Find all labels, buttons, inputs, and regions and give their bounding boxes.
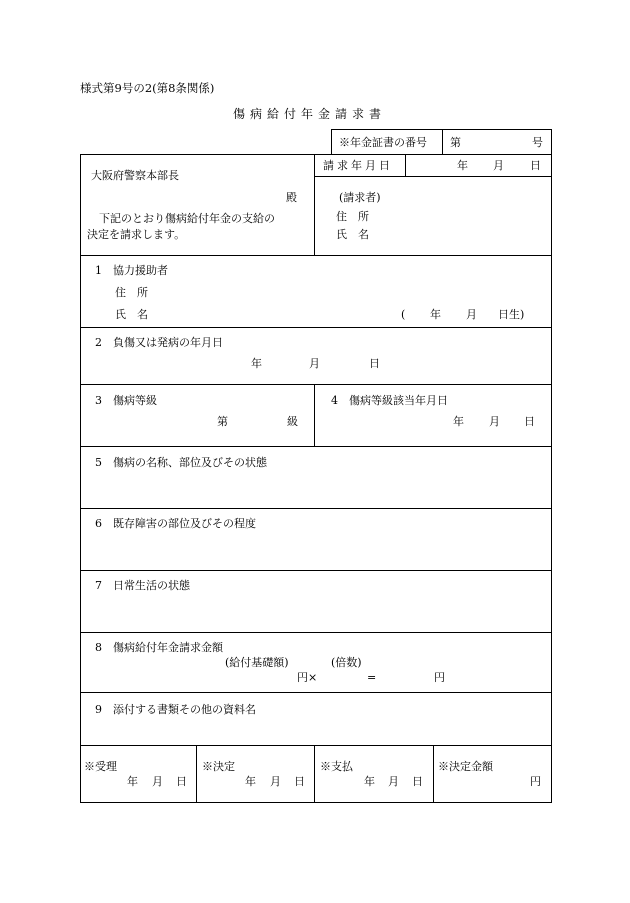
s3-title: 3 傷病等級 [95, 394, 157, 407]
claim-date-year: 年 [457, 159, 468, 172]
s8-yen-times: 円× [297, 671, 318, 684]
s7-title: 7 日常生活の状態 [95, 579, 190, 592]
s4-month: 月 [489, 415, 500, 428]
addressee: 大阪府警察本部長 [91, 169, 179, 182]
s1-title: 1 協力援助者 [95, 264, 168, 277]
s2-day: 日 [369, 357, 380, 370]
s1-birth-open: ( [401, 308, 406, 321]
pension-cert-go: 号 [532, 136, 543, 149]
received-year: 年 [127, 775, 138, 788]
claim-date-month: 月 [493, 159, 504, 172]
s1-birth-year: 年 [430, 308, 441, 321]
decision-label: ※決定 [202, 760, 235, 773]
s8-title: 8 傷病給付年金請求金額 [95, 641, 223, 654]
s1-birth-month: 月 [466, 308, 477, 321]
s9-title: 9 添付する書類その他の資料名 [95, 703, 256, 716]
s2-month: 月 [309, 357, 320, 370]
s8-multiplier-label: (倍数) [331, 656, 362, 669]
payment-label: ※支払 [320, 760, 353, 773]
pension-cert-label: ※年金証書の番号 [339, 136, 427, 149]
s3-dai: 第 [217, 415, 228, 428]
s5-title: 5 傷病の名称、部位及びその状態 [95, 456, 267, 469]
form-number: 様式第9号の2(第8条関係) [80, 81, 215, 95]
payment-year: 年 [364, 775, 375, 788]
s6-title: 6 既存障害の部位及びその程度 [95, 517, 256, 530]
s3-kyu: 級 [287, 415, 298, 428]
decision-amount-label: ※決定金額 [438, 760, 493, 773]
payment-day: 日 [412, 775, 423, 788]
claimant-name-label: 氏 名 [336, 228, 369, 241]
request-line-1: 下記のとおり傷病給付年金の支給の [99, 212, 275, 225]
s2-year: 年 [251, 357, 262, 370]
received-day: 日 [176, 775, 187, 788]
form-title: 傷病給付年金請求書 [233, 107, 387, 121]
payment-month: 月 [388, 775, 399, 788]
decision-month: 月 [270, 775, 281, 788]
s4-day: 日 [524, 415, 535, 428]
s8-equals: = [367, 671, 377, 684]
s1-name-label: 氏 名 [115, 308, 148, 321]
s4-title: 4 傷病等級該当年月日 [331, 394, 448, 407]
dono: 殿 [286, 191, 297, 204]
s8-yen: 円 [434, 671, 445, 684]
claim-date-day: 日 [530, 159, 541, 172]
s1-birth-day: 日生) [498, 308, 525, 321]
claimant-label: (請求者) [339, 191, 381, 204]
s8-base-label: (給付基礎額) [225, 656, 289, 669]
claim-date-label: 請求年月日 [323, 159, 393, 172]
decision-day: 日 [294, 775, 305, 788]
s2-title: 2 負傷又は発病の年月日 [95, 336, 223, 349]
received-label: ※受理 [84, 760, 117, 773]
decision-amount-yen: 円 [530, 775, 541, 788]
request-line-2: 決定を請求します。 [87, 228, 186, 241]
s1-address-label: 住 所 [115, 286, 148, 299]
pension-cert-dai: 第 [450, 136, 461, 149]
claimant-address-label: 住 所 [336, 210, 369, 223]
received-month: 月 [152, 775, 163, 788]
decision-year: 年 [245, 775, 256, 788]
s4-year: 年 [453, 415, 464, 428]
